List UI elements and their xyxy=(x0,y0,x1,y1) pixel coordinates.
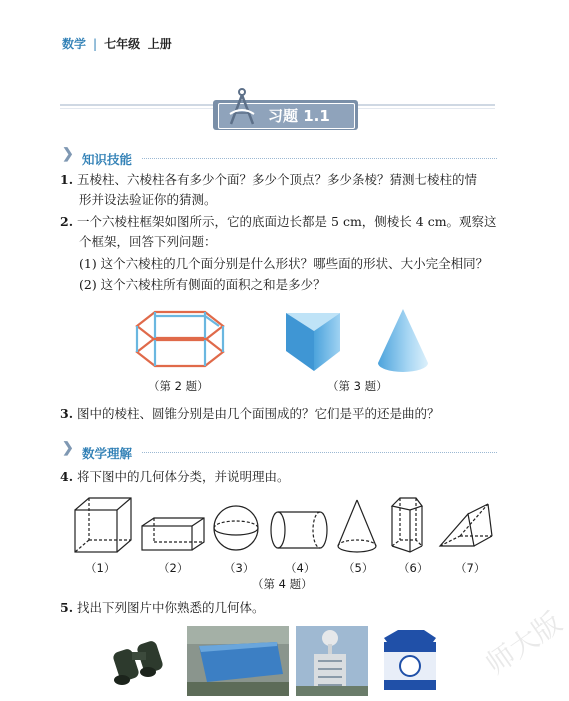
solids-figure xyxy=(70,496,494,558)
question-number: 1. xyxy=(60,172,74,187)
cylinder-shape xyxy=(271,512,327,548)
question-text: 将下图中的几何体分类，并说明理由。 xyxy=(77,469,290,484)
figure-4-caption: （第 4 题） xyxy=(252,577,313,591)
question-number: 3. xyxy=(60,406,74,421)
watermark: 师大版 xyxy=(479,605,568,681)
question-3 xyxy=(60,404,440,424)
question-number: 2. xyxy=(60,214,74,229)
chevron-right-icon: ❯ xyxy=(62,440,74,456)
cube-shape xyxy=(75,498,131,552)
shape-label-2: （2） xyxy=(158,561,189,575)
cone-shape xyxy=(338,500,376,552)
binoculars-photo xyxy=(104,628,176,698)
cone-figure xyxy=(374,307,432,375)
subject-label: 数学 xyxy=(62,37,87,51)
question-text: 图中的棱柱、圆锥分别是由几个面围成的？它们是平的还是曲的？ xyxy=(77,406,440,421)
shape-label-5: （5） xyxy=(343,561,374,575)
shape-label-1: （1） xyxy=(85,561,116,575)
question-text: 五棱柱、六棱柱各有多少个面？多少个顶点？多少条棱？猜测七棱柱的情 xyxy=(77,172,478,187)
question-1 xyxy=(60,170,477,190)
question-5 xyxy=(60,598,265,618)
page-header xyxy=(62,35,172,52)
figure-2-caption: （第 2 题） xyxy=(148,379,209,393)
question-2-cont: 个框架，回答下列问题： xyxy=(79,234,217,249)
prism-upright-shape xyxy=(392,498,422,552)
question-number: 5. xyxy=(60,600,74,615)
cuboid-shape xyxy=(142,518,204,550)
shape-label-7: （7） xyxy=(455,561,486,575)
grade-label: 七年级 xyxy=(104,37,141,51)
exercise-title: 习题 1.1 xyxy=(268,107,330,125)
shape-label-3: （3） xyxy=(224,561,255,575)
section-understanding-title: 数学理解 xyxy=(82,446,133,461)
section-skills-rule xyxy=(142,158,497,159)
question-number: 4. xyxy=(60,469,74,484)
question-text: 一个六棱柱框架如图所示，它的底面边长都是 5 cm，侧棱长 4 cm。观察这 xyxy=(77,214,497,229)
volume-label: 上册 xyxy=(147,37,172,51)
section-skills-title: 知识技能 xyxy=(82,152,133,167)
hexagonal-prism-frame-figure xyxy=(133,306,228,374)
tea-box-photo xyxy=(374,626,444,696)
question-text: 找出下列图片中你熟悉的几何体。 xyxy=(77,600,265,615)
stadium-photo xyxy=(187,626,289,696)
figure-3-caption: （第 3 题） xyxy=(327,379,388,393)
question-2-sub-2: (2) 这个六棱柱所有侧面的面积之和是多少？ xyxy=(79,277,326,292)
question-1-cont: 形并设法验证你的猜测。 xyxy=(79,192,217,207)
question-2-sub-1: (1) 这个六棱柱的几个面分别是什么形状？哪些面的形状、大小完全相同？ xyxy=(79,256,489,271)
triangular-prism-figure xyxy=(284,311,342,373)
question-4 xyxy=(60,467,290,487)
sphere-shape xyxy=(214,506,258,550)
chevron-right-icon: ❯ xyxy=(62,146,74,162)
shape-label-6: （6） xyxy=(398,561,429,575)
compass-icon xyxy=(225,86,259,128)
shape-label-4: （4） xyxy=(285,561,316,575)
section-understanding-rule xyxy=(142,452,497,453)
header-separator: | xyxy=(93,37,98,51)
question-2 xyxy=(60,212,497,232)
triangular-prism-shape xyxy=(440,504,492,546)
tower-building-photo xyxy=(296,626,368,696)
